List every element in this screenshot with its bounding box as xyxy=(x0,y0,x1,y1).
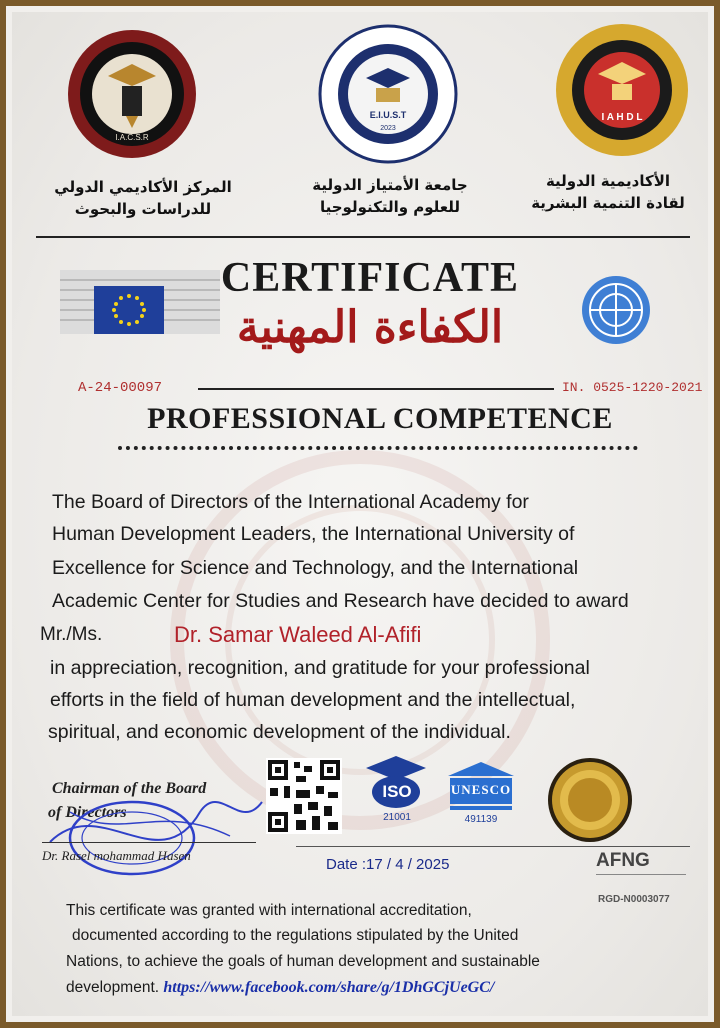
footer-line-2: documented according to the regulations stipulated by the United xyxy=(72,927,519,944)
eu-flag-icon xyxy=(60,260,220,340)
body-line-7: spiritual, and economic development of the individual. xyxy=(48,721,511,743)
afng-logo: AFNG xyxy=(596,850,650,871)
body-line-3: Excellence for Science and Technology, and the International xyxy=(52,557,579,579)
org-name-eiust-line2: للعلوم والتكنولوجيا xyxy=(319,198,461,216)
org-name-iahdl-line2: لقادة التنمية البشرية xyxy=(531,194,685,212)
iahdl-acronym: I A H D L xyxy=(601,112,643,123)
footer-line-3: Nations, to achieve the goals of human development and sustainable xyxy=(66,953,540,970)
org-name-iacsr-line2: للدراسات والبحوث xyxy=(74,200,212,218)
serial-divider xyxy=(198,388,554,390)
header-divider xyxy=(36,236,690,238)
body-line-1: The Board of Directors of the International Academy for xyxy=(52,491,529,513)
org-name-eiust-line1: جامعة الأمتياز الدولية xyxy=(312,176,468,194)
un-emblem-icon xyxy=(572,272,660,348)
date-divider xyxy=(296,846,690,847)
iacsr-acronym: I.A.C.S.R xyxy=(115,133,149,142)
eiust-acronym: E.I.U.S.T xyxy=(369,110,407,120)
iso-number: 21001 xyxy=(383,812,411,823)
iso-label: ISO xyxy=(382,782,412,801)
org-name-iacsr-line1: المركز الأكاديمي الدولي xyxy=(54,178,232,196)
recipient-name: Dr. Samar Waleed Al-Afifi xyxy=(174,622,422,647)
body-line-6: efforts in the field of human development and the intellectual, xyxy=(50,689,576,711)
signatory-name: Dr. Rasel mohammad Hasen xyxy=(42,848,191,863)
footer-line-4 xyxy=(66,975,494,1000)
facebook-link[interactable]: https://www.facebook.com/share/g/1DhGCjUeGC/ xyxy=(163,979,495,996)
signature-stamp xyxy=(40,772,270,882)
org-name-iacsr xyxy=(36,176,250,220)
arabic-title: الكفاءة المهنية xyxy=(236,302,504,353)
issue-date: Date :17 / 4 / 2025 xyxy=(326,856,450,873)
signature-line xyxy=(42,842,256,843)
afng-divider xyxy=(596,874,686,891)
dotted-divider xyxy=(118,446,638,450)
body-line-4: Academic Center for Studies and Research have decided to award xyxy=(52,590,629,612)
eiust-year: 2023 xyxy=(380,125,396,132)
qr-code-icon xyxy=(266,758,342,834)
professional-competence-title: PROFESSIONAL COMPETENCE xyxy=(147,402,613,435)
eiust-logo xyxy=(318,24,458,164)
body-line-2: Human Development Leaders, the International University of xyxy=(52,523,575,545)
footer-line-1: This certificate was granted with international accreditation, xyxy=(66,902,472,919)
org-name-iahdl-line1: الأكاديمية الدولية xyxy=(545,172,671,190)
org-name-eiust xyxy=(290,174,490,218)
signature-title-line2: of Directors xyxy=(48,804,127,821)
certificate-title: CERTIFICATE xyxy=(220,255,520,301)
serial-right: IN. 0525-1220-2021 xyxy=(562,380,703,395)
body-line-5: in appreciation, recognition, and gratitude for your professional xyxy=(50,657,590,679)
iahdl-logo xyxy=(554,22,690,158)
footer-last-prefix: development. xyxy=(66,979,160,996)
salutation: Mr./Ms. xyxy=(40,624,103,645)
signature-title-line1: Chairman of the Board xyxy=(52,780,207,797)
gold-seal-icon xyxy=(546,756,634,844)
unesco-number: 491139 xyxy=(464,814,498,825)
unesco-label: UNESCO xyxy=(450,782,512,797)
org-name-iahdl xyxy=(510,170,706,214)
serial-left: A-24-00097 xyxy=(78,380,163,396)
iacsr-logo xyxy=(66,28,198,160)
afng-code: RGD-N0003077 xyxy=(598,894,670,905)
